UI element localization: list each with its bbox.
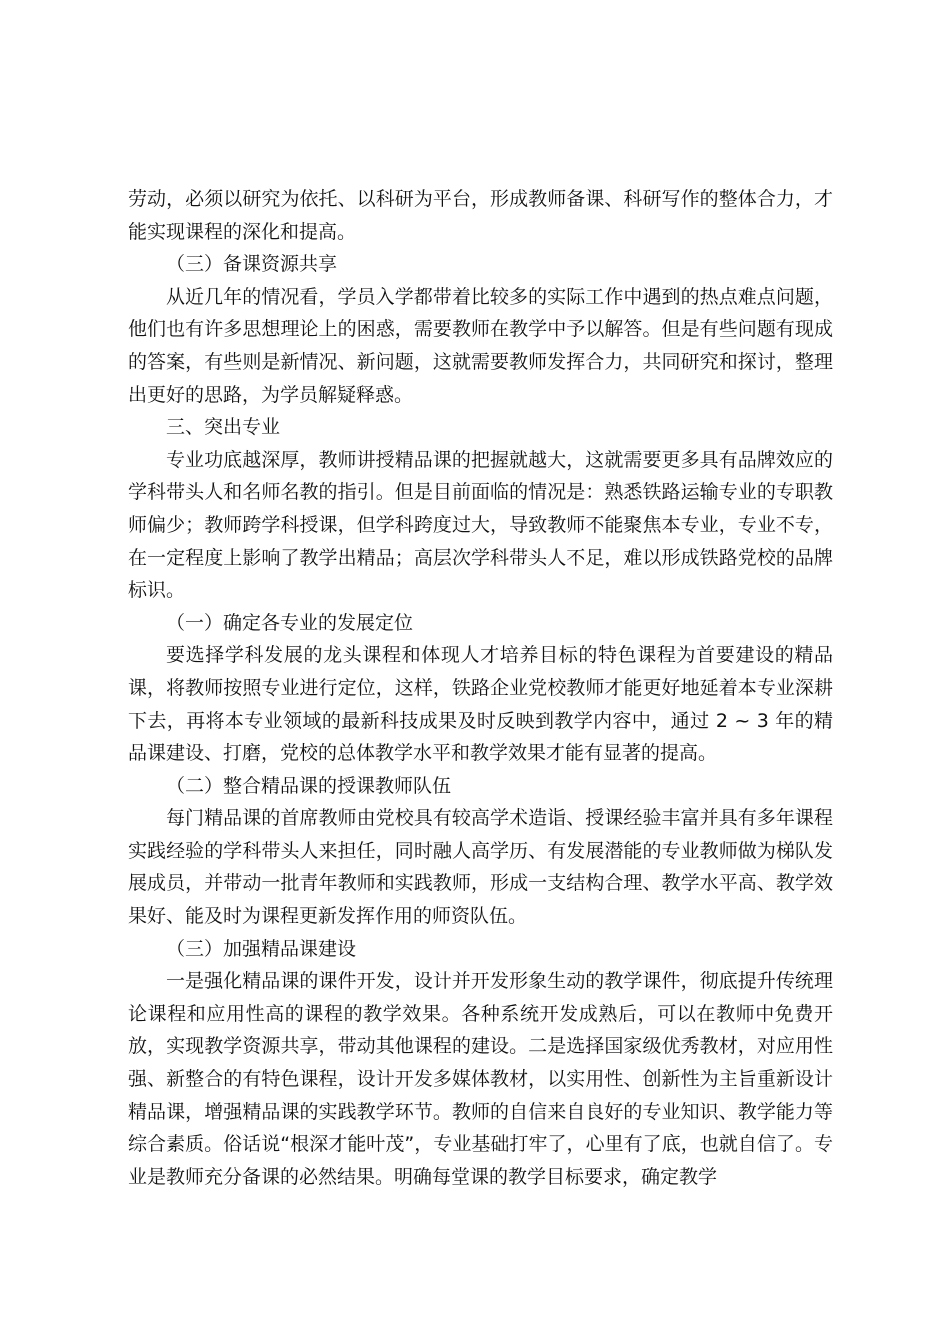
section-heading: 三、突出专业 bbox=[166, 416, 281, 439]
document-body bbox=[128, 183, 833, 1193]
body-paragraph: 从近几年的情况看，学员入学都带着比较多的实际工作中遇到的热点难点问题，他们也有许多思想理论上的困惑，需要教师在教学中予以解答。但是有些问题有现成的答案，有些则是新情况、新问题，这就需要教师发挥合力，共同研究和探讨，整理出更好的思路，为学员解疑释惑。 bbox=[128, 285, 833, 406]
body-paragraph: 劳动，必须以研究为依托、以科研为平台，形成教师备课、科研写作的整体合力，才能实现课程的深化和提高。 bbox=[128, 188, 833, 243]
body-paragraph: 专业功底越深厚，教师讲授精品课的把握就越大，这就需要更多具有品牌效应的学科带头人和名师名教的指引。但是目前面临的情况是：熟悉铁路运输专业的专职教师偏少；教师跨学科授课，但学科跨度过大，导致教师不能聚焦本专业，专业不专，在一定程度上影响了教学出精品；高层次学科带头人不足，难以形成铁路党校的品牌标识。 bbox=[128, 448, 833, 602]
body-paragraph: 要选择学科发展的龙头课程和体现人才培养目标的特色课程为首要建设的精品课，将教师按照专业进行定位，这样，铁路企业党校教师才能更好地延着本专业深耕下去，再将本专业领域的最新科技成果及时反映到教学内容中，通过 2 ~ 3 年的精品课建设、打磨，党校的总体教学水平和教学效果才能有显著的提高。 bbox=[128, 644, 833, 765]
body-paragraph: 一是强化精品课的课件开发，设计并开发形象生动的教学课件，彻底提升传统理论课程和应用性高的课程的教学效果。各种系统开发成熟后，可以在教师中免费开放，实现教学资源共享，带动其他课程的建设。二是选择国家级优秀教材，对应用性强、新整合的有特色课程，设计开发多媒体教材，以实用性、创新性为主旨重新设计精品课，增强精品课的实践教学环节。教师的自信来自良好的专业知识、教学能力等综合素质。俗话说“根深才能叶茂”，专业基础打牢了，心里有了底，也就自信了。专业是教师充分备课的必然结果。明确每堂课的教学目标要求，确定教学 bbox=[128, 970, 833, 1188]
section-heading: （二）整合精品课的授课教师队伍 bbox=[166, 774, 452, 797]
section-heading: （一）确定各专业的发展定位 bbox=[166, 611, 414, 634]
section-heading: （三）加强精品课建设 bbox=[166, 937, 357, 960]
body-paragraph: 每门精品课的首席教师由党校具有较高学术造诣、授课经验丰富并具有多年课程实践经验的学科带头人来担任，同时融人高学历、有发展潜能的专业教师做为梯队发展成员，并带动一批青年教师和实践教师，形成一支结构合理、教学水平高、教学效果好、能及时为课程更新发挥作用的师资队伍。 bbox=[128, 807, 833, 928]
section-heading: （三）备课资源共享 bbox=[166, 253, 338, 276]
